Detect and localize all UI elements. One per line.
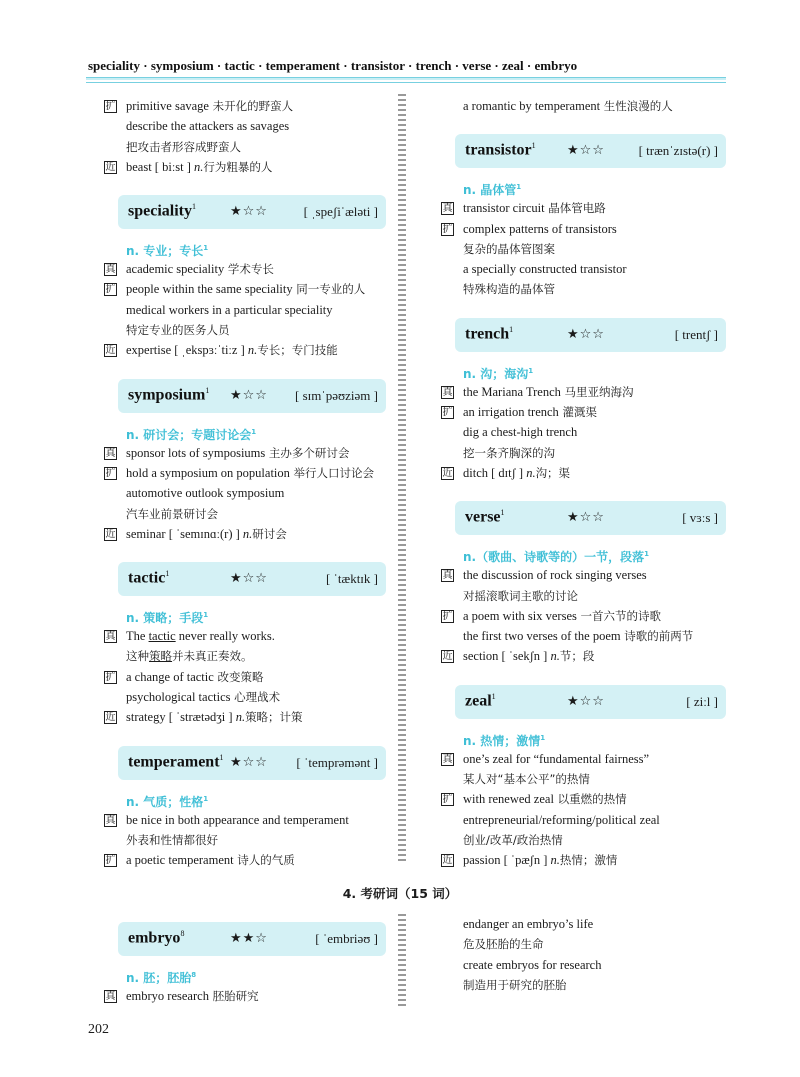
real-exam-tag: 真 xyxy=(442,203,453,215)
page-number: 202 xyxy=(88,1022,109,1037)
phonetic: [ vɜːs ] xyxy=(682,510,718,526)
star-rating: ★☆☆ xyxy=(567,143,605,159)
star-rating: ★☆☆ xyxy=(230,754,268,770)
entry-line: 扩 people within the same speciality 同一专业的人 xyxy=(105,282,366,297)
entry-line: 近 beast [ biːst ] n.行为粗暴的人 xyxy=(105,159,273,174)
entry-line: 真 The tactic never really works. xyxy=(105,629,275,644)
part-of-speech: n.（歌曲、诗歌等的）一节，段落$^1$ xyxy=(463,550,649,565)
expand-tag: 扩 xyxy=(105,101,116,112)
entry-line: dig a chest-high trench xyxy=(463,425,578,440)
expand-tag: 扩 xyxy=(442,407,453,419)
entry-line: 真 the Mariana Trench 马里亚纳海沟 xyxy=(442,384,634,399)
entry-line: 扩 with renewed zeal 以重燃的热情 xyxy=(442,792,627,807)
entry-line: 对摇滚歌词主歌的讨论 xyxy=(463,588,578,603)
entry-line: 扩 complex patterns of transistors xyxy=(442,221,617,236)
word-header-zeal xyxy=(455,685,726,719)
real-exam-tag: 真 xyxy=(105,991,116,1002)
synonym-tag: 近 xyxy=(105,712,116,724)
entry-line: 近 expertise [ ˌekspɜːˈtiːz ] n.专长；专门技能 xyxy=(105,343,338,358)
part-of-speech: n. 专业；专长$^1$ xyxy=(126,244,209,259)
entry-line: 扩 hold a symposium on population 举行人口讨论会 xyxy=(105,465,375,480)
entry-line: 真 sponsor lots of symposiums 主办多个研讨会 xyxy=(105,445,350,460)
entry-line: 把攻击者形容成野蛮人 xyxy=(126,139,241,154)
entry-line: 特殊构造的晶体管 xyxy=(463,282,555,297)
entry-line: 真 the discussion of rock singing verses xyxy=(442,568,647,583)
synonym-tag: 近 xyxy=(442,855,453,867)
entry-line: a specially constructed transistor xyxy=(463,262,627,277)
headword: temperament$^1$ xyxy=(128,752,224,770)
part-of-speech: n. 研讨会；专题讨论会$^1$ xyxy=(126,427,257,442)
word-header-temperament xyxy=(118,746,386,780)
entry-line: entrepreneurial/reforming/political zeal xyxy=(463,812,660,827)
entry-line: 汽车业前景研讨会 xyxy=(126,506,218,521)
part-of-speech: n. 胚；胚胎$^8$ xyxy=(126,971,197,985)
phonetic: [ ziːl ] xyxy=(686,693,718,709)
star-rating: ★★☆ xyxy=(230,931,268,946)
star-rating: ★☆☆ xyxy=(230,204,268,220)
header-rule xyxy=(86,77,726,83)
entry-line: the first two verses of the poem 诗歌的前两节 xyxy=(463,629,694,644)
real-exam-tag: 真 xyxy=(105,264,116,276)
headword: verse$^1$ xyxy=(465,508,505,526)
synonym-tag: 近 xyxy=(442,651,453,663)
entry-line: 扩 a change of tactic 改变策略 xyxy=(105,669,264,684)
entry-line: 近 ditch [ dɪtʃ ] n.沟；渠 xyxy=(442,465,571,480)
word-header-embryo xyxy=(118,922,386,956)
headword: embryo$^8$ xyxy=(128,929,185,947)
entry-line: 危及胚胎的生命 xyxy=(463,937,544,952)
entry-line: 复杂的晶体管图案 xyxy=(463,241,555,256)
entry-line: describe the attackers as savages xyxy=(126,119,290,134)
entry-line: 外表和性情都很好 xyxy=(126,832,218,847)
part-of-speech: n. 策略；手段$^1$ xyxy=(126,611,209,626)
entry-line: 真 transistor circuit 晶体管电路 xyxy=(442,201,606,216)
entry-line: endanger an embryo’s life xyxy=(463,917,594,931)
entry-line: a romantic by temperament 生性浪漫的人 xyxy=(463,99,673,113)
running-head: speciality · symposium · tactic · temperament · transistor · trench · verse · zeal · embryo xyxy=(88,58,578,73)
entry-line: 真 embryo research 胚胎研究 xyxy=(105,989,259,1003)
entry-line: 近 section [ ˈsekʃn ] n.节；段 xyxy=(442,649,595,664)
entry-line: create embryos for research xyxy=(463,957,602,972)
entry-line: 制造用于研究的胚胎 xyxy=(463,977,567,992)
expand-tag: 扩 xyxy=(105,671,116,683)
left-column-lower xyxy=(104,906,386,1006)
phonetic: [ ˈtemprəmənt ] xyxy=(296,754,378,770)
phonetic: [ ˌspeʃiˈæləti ] xyxy=(303,204,378,220)
headword: tactic$^1$ xyxy=(128,569,170,587)
part-of-speech: n. 晶体管$^1$ xyxy=(463,183,522,198)
word-header-transistor xyxy=(455,134,726,168)
expand-tag: 扩 xyxy=(105,467,116,479)
word-header-trench xyxy=(455,318,726,352)
star-rating: ★☆☆ xyxy=(567,326,605,342)
headword: transistor$^1$ xyxy=(465,141,536,159)
entry-line: psychological tactics 心理战术 xyxy=(126,690,281,705)
entry-line: 扩 a poetic temperament 诗人的气质 xyxy=(105,853,295,868)
entry-line: 某人对“基本公平”的热情 xyxy=(463,772,590,787)
column-divider-top xyxy=(398,94,406,864)
star-rating: ★☆☆ xyxy=(567,693,605,709)
star-rating: ★☆☆ xyxy=(230,571,268,587)
entry-line: 真 one’s zeal for “fundamental fairness” xyxy=(442,751,650,766)
phonetic: [ ˈtæktɪk ] xyxy=(326,571,378,587)
headword: zeal$^1$ xyxy=(465,691,496,710)
phonetic: [ trænˈzɪstə(r) ] xyxy=(638,143,718,159)
star-rating: ★☆☆ xyxy=(567,510,605,526)
entry-line: 近 passion [ ˈpæʃn ] n.热情；激情 xyxy=(442,853,618,868)
phonetic: [ sɪmˈpəʊziəm ] xyxy=(295,387,378,403)
synonym-tag: 近 xyxy=(105,161,116,173)
expand-tag: 扩 xyxy=(105,284,116,296)
entry-line: 真 academic speciality 学术专长 xyxy=(105,262,274,277)
entry-line: 挖一条齐胸深的沟 xyxy=(463,445,555,460)
real-exam-tag: 真 xyxy=(105,814,116,826)
entry-line: 扩 primitive savage 未开化的野蛮人 xyxy=(105,99,294,113)
word-header-verse xyxy=(455,501,726,535)
right-column xyxy=(441,96,726,871)
entry-line: 这种策略并未真正奏效。 xyxy=(126,649,253,664)
left-column xyxy=(104,96,386,871)
part-of-speech: n. 气质；性格$^1$ xyxy=(126,794,209,809)
real-exam-tag: 真 xyxy=(442,386,453,398)
real-exam-tag: 真 xyxy=(442,753,453,765)
entry-line: 真 be nice in both appearance and temperament xyxy=(105,812,349,827)
entry-line: 特定专业的医务人员 xyxy=(126,323,230,338)
expand-tag: 扩 xyxy=(442,610,453,622)
phonetic: [ trentʃ ] xyxy=(674,326,718,342)
word-header-speciality xyxy=(118,195,386,229)
part-of-speech: n. 沟；海沟$^1$ xyxy=(463,366,534,381)
entry-line: automotive outlook symposium xyxy=(126,486,285,501)
column-divider-bottom xyxy=(398,914,406,1008)
real-exam-tag: 真 xyxy=(442,570,453,582)
entry-line: 近 seminar [ ˈsemɪnɑː(r) ] n.研讨会 xyxy=(105,526,287,541)
right-column-lower xyxy=(441,914,726,995)
part-of-speech: n. 热情；激情$^1$ xyxy=(463,733,546,748)
entry-line: medical workers in a particular speciality xyxy=(126,302,333,317)
entry-line: 扩 an irrigation trench 灌溉渠 xyxy=(442,405,597,420)
headword: speciality$^1$ xyxy=(128,202,196,220)
synonym-tag: 近 xyxy=(442,467,453,479)
expand-tag: 扩 xyxy=(442,794,453,806)
entry-line: 近 strategy [ ˈstrætədʒi ] n.策略；计策 xyxy=(105,710,303,725)
section-title: 4. 考研词（15 词） xyxy=(342,886,458,901)
phonetic: [ ˈembriəʊ ] xyxy=(315,931,378,946)
expand-tag: 扩 xyxy=(442,223,453,235)
word-header-symposium xyxy=(118,379,386,413)
expand-tag: 扩 xyxy=(105,855,116,867)
entry-line: 创业/改革/政治热情 xyxy=(463,832,563,847)
real-exam-tag: 真 xyxy=(105,631,116,643)
synonym-tag: 近 xyxy=(105,528,116,540)
synonym-tag: 近 xyxy=(105,345,116,357)
headword: trench$^1$ xyxy=(465,324,514,343)
star-rating: ★☆☆ xyxy=(230,387,268,403)
real-exam-tag: 真 xyxy=(105,447,116,459)
entry-line: 扩 a poem with six verses 一首六节的诗歌 xyxy=(442,608,662,623)
word-header-tactic xyxy=(118,562,386,596)
headword: symposium$^1$ xyxy=(128,385,210,403)
